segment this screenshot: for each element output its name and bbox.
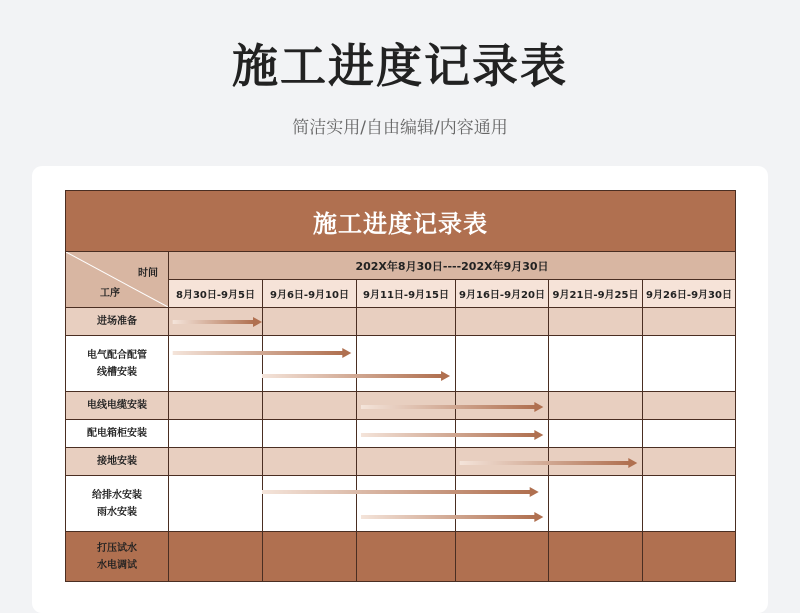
schedule-cell (643, 448, 736, 476)
schedule-cell (169, 448, 263, 476)
process-label (66, 336, 169, 392)
process-label-line: 电线电缆安装 (87, 400, 147, 411)
table-row (66, 448, 736, 476)
schedule-cell (357, 308, 456, 336)
schedule-cell (169, 476, 263, 532)
table-row (66, 336, 736, 392)
schedule-cell (357, 532, 456, 582)
schedule-cell (357, 392, 456, 420)
schedule-cell (263, 448, 357, 476)
process-label-line: 雨水安装 (97, 506, 137, 518)
schedule-cell (643, 476, 736, 532)
schedule-cell (263, 336, 357, 392)
column-header: 9月16日-9月20日 (456, 280, 549, 308)
schedule-cell (549, 308, 643, 336)
schedule-cell (169, 336, 263, 392)
schedule-cell (263, 392, 357, 420)
process-label (66, 392, 169, 420)
schedule-cell (643, 308, 736, 336)
process-label (66, 308, 169, 336)
process-label-line: 打压试水 (97, 542, 137, 554)
schedule-cell (549, 420, 643, 448)
process-label (66, 448, 169, 476)
schedule-cell (456, 476, 549, 532)
column-header: 9月11日-9月15日 (357, 280, 456, 308)
process-label (66, 476, 169, 532)
progress-table (65, 190, 736, 582)
schedule-cell (169, 308, 263, 336)
table-row (66, 392, 736, 420)
schedule-cell (263, 420, 357, 448)
column-header: 8月30日-9月5日 (169, 280, 263, 308)
corner-process-label: 工序 (100, 288, 120, 299)
schedule-cell (169, 532, 263, 582)
schedule-cell (549, 336, 643, 392)
date-range-header: 202X年8月30日----202X年9月30日 (169, 252, 736, 280)
schedule-cell (643, 420, 736, 448)
schedule-cell (643, 336, 736, 392)
column-header: 9月6日-9月10日 (263, 280, 357, 308)
process-label (66, 532, 169, 582)
column-header: 9月26日-9月30日 (643, 280, 736, 308)
corner-time-label: 时间 (138, 268, 158, 279)
process-label-line: 接地安装 (97, 456, 137, 467)
schedule-cell (549, 448, 643, 476)
schedule-cell (643, 392, 736, 420)
column-header: 9月21日-9月25日 (549, 280, 643, 308)
schedule-cell (549, 392, 643, 420)
page-title: 施工进度记录表 (232, 39, 568, 93)
schedule-cell (456, 308, 549, 336)
schedule-cell (263, 308, 357, 336)
table-row (66, 532, 736, 582)
schedule-cell (549, 532, 643, 582)
process-label-line: 水电调试 (97, 559, 137, 571)
schedule-cell (169, 392, 263, 420)
schedule-cell (549, 476, 643, 532)
schedule-cell (357, 420, 456, 448)
process-label-line: 电气配合配管 (87, 349, 147, 361)
schedule-cell (456, 532, 549, 582)
schedule-cell (357, 448, 456, 476)
table-row (66, 476, 736, 532)
schedule-cell (357, 336, 456, 392)
schedule-cell (456, 392, 549, 420)
process-label-line: 线槽安装 (97, 366, 137, 378)
table-title: 施工进度记录表 (66, 191, 736, 252)
page-subtitle: 简洁实用/自由编辑/内容通用 (292, 118, 508, 138)
table-row (66, 420, 736, 448)
table-card (32, 166, 768, 613)
schedule-cell (456, 336, 549, 392)
table-row (66, 308, 736, 336)
schedule-cell (263, 532, 357, 582)
schedule-cell (456, 448, 549, 476)
schedule-cell (169, 420, 263, 448)
process-label-line: 进场准备 (97, 316, 137, 327)
schedule-cell (643, 532, 736, 582)
schedule-cell (456, 420, 549, 448)
schedule-cell (263, 476, 357, 532)
process-label-line: 给排水安装 (92, 489, 142, 501)
schedule-cell (357, 476, 456, 532)
corner-header (66, 252, 169, 308)
process-label (66, 420, 169, 448)
process-label-line: 配电箱柜安装 (87, 428, 147, 439)
